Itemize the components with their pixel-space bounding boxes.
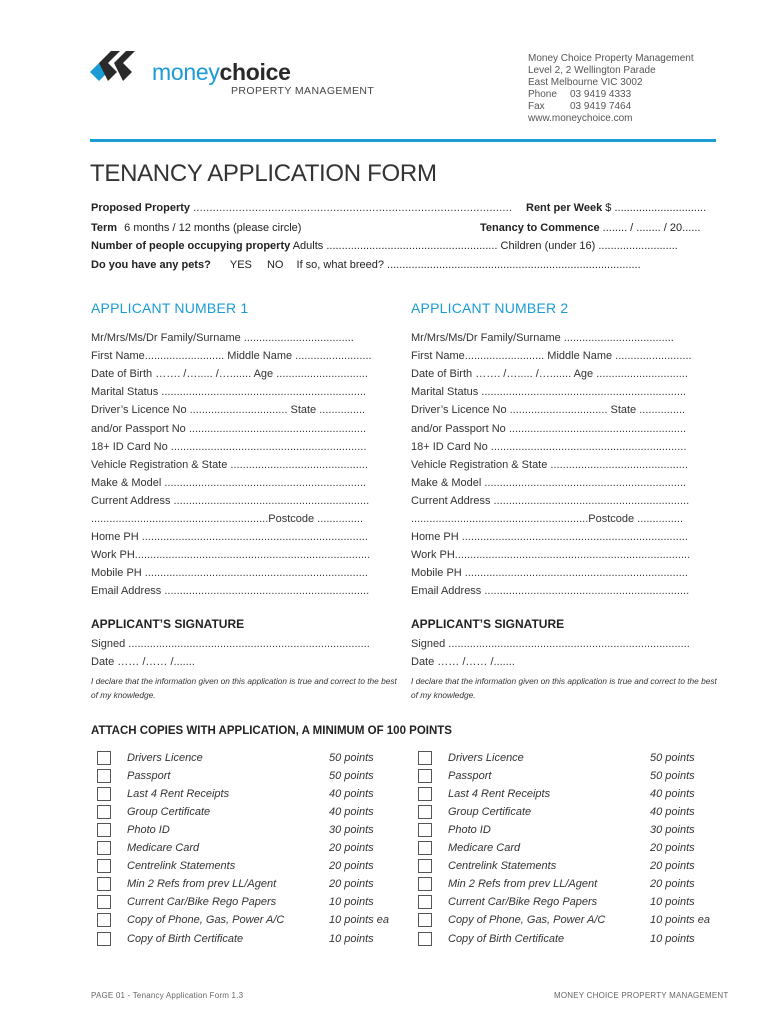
document-name: Medicare Card — [448, 842, 521, 855]
document-name: Group Certificate — [448, 806, 532, 819]
document-item — [418, 877, 718, 893]
document-name: Min 2 Refs from prev LL/Agent — [448, 878, 598, 891]
document-points: 10 points ea — [650, 914, 710, 927]
applicant-2-signature-heading: APPLICANT’S SIGNATURE — [411, 617, 565, 631]
people-label: Number of people occupying property — [91, 240, 291, 252]
document-points: 50 points — [650, 770, 695, 783]
document-checkbox[interactable] — [97, 841, 111, 855]
pets-breed-field[interactable]: If so, what breed? ................................................................................... — [296, 259, 641, 271]
document-points: 40 points — [650, 788, 695, 801]
applicant-1-field[interactable]: Date of Birth ……. /…..... /…....... Age .............................. — [91, 368, 368, 381]
footer-company: MONEY CHOICE PROPERTY MANAGEMENT — [554, 991, 729, 1000]
applicant-1-signature-heading: APPLICANT’S SIGNATURE — [91, 617, 245, 631]
document-name: Centrelink Statements — [448, 860, 557, 873]
document-name: Group Certificate — [127, 806, 211, 819]
footer-page-label: PAGE 01 - Tenancy Application Form 1.3 — [91, 991, 244, 1000]
applicant-1-field[interactable]: Work PH............................................................................. — [91, 549, 371, 562]
document-points: 50 points — [329, 752, 374, 764]
document-item — [97, 859, 397, 875]
applicant-2-field[interactable]: Current Address ................................................................ — [411, 494, 690, 507]
pets-no-option[interactable]: NO — [266, 259, 284, 271]
property-field[interactable]: .................................................................................................. — [193, 202, 513, 214]
document-item — [97, 841, 397, 857]
applicant-1-field[interactable]: ..........................................................Postcode ............... — [91, 513, 364, 525]
applicant-1-field[interactable]: Email Address ................................................................... — [91, 585, 370, 598]
applicant-2-field[interactable]: Driver’s Licence No ................................ State ............... — [411, 404, 686, 417]
document-checkbox[interactable] — [418, 787, 432, 801]
applicant-2-field[interactable]: 18+ ID Card No ................................................................ — [411, 440, 687, 453]
document-name: Copy of Birth Certificate — [127, 932, 244, 945]
document-name: Current Car/Bike Rego Papers — [127, 896, 277, 909]
document-item — [418, 823, 718, 839]
document-name: Current Car/Bike Rego Papers — [448, 896, 598, 909]
document-name: Copy of Phone, Gas, Power A/C — [448, 914, 606, 927]
document-item — [418, 932, 718, 948]
document-points: 20 points — [329, 860, 374, 873]
people-row — [91, 239, 678, 253]
commence-label: Tenancy to Commence — [480, 222, 600, 234]
website[interactable]: www.moneychoice.com — [528, 113, 633, 124]
form-title: TENANCY APPLICATION FORM — [90, 160, 437, 187]
document-checkbox[interactable] — [418, 841, 432, 855]
document-checkbox[interactable] — [418, 877, 432, 891]
document-checkbox[interactable] — [97, 805, 111, 819]
applicant-2-field[interactable]: Make & Model .................................................................. — [411, 476, 687, 489]
document-checkbox[interactable] — [97, 823, 111, 837]
applicant-2-date-field[interactable]: Date …… /…… /....... — [411, 656, 515, 668]
applicant-1-field[interactable]: 18+ ID Card No ................................................................ — [91, 440, 367, 453]
applicant-1-field[interactable]: Marital Status ................................................................... — [91, 386, 367, 399]
document-checkbox[interactable] — [97, 895, 111, 909]
document-checkbox[interactable] — [97, 769, 111, 783]
applicant-2-field[interactable]: Date of Birth ……. /…..... /…....... Age .............................. — [411, 368, 688, 381]
applicant-1-field[interactable]: Home PH .......................................................................... — [91, 531, 368, 544]
document-item — [418, 751, 718, 767]
document-checkbox[interactable] — [418, 913, 432, 927]
document-item — [97, 877, 397, 893]
pets-label: Do you have any pets? — [91, 259, 211, 271]
document-checkbox[interactable] — [97, 859, 111, 873]
document-points: 50 points — [329, 770, 374, 783]
document-name: Copy of Birth Certificate — [448, 932, 565, 945]
company-name: Money Choice Property Management — [528, 53, 694, 64]
applicant-1-field[interactable]: Current Address ................................................................ — [91, 494, 370, 507]
document-checkbox[interactable] — [418, 895, 432, 909]
address-line-1: Level 2, 2 Wellington Parade — [528, 65, 656, 76]
document-checkbox[interactable] — [97, 751, 111, 765]
document-name: Copy of Phone, Gas, Power A/C — [127, 914, 285, 927]
applicant-2-field[interactable]: Email Address ................................................................... — [411, 585, 690, 598]
applicant-1-field[interactable]: Make & Model .................................................................. — [91, 476, 367, 489]
contact-block — [528, 53, 694, 125]
document-name: Drivers Licence — [127, 752, 203, 764]
phone-label: Phone — [528, 89, 557, 100]
applicant-2-field[interactable]: Work PH............................................................................. — [411, 549, 691, 562]
document-checkbox[interactable] — [418, 769, 432, 783]
term-row — [91, 221, 301, 235]
document-points: 10 points ea — [329, 914, 389, 927]
commence-row — [480, 221, 700, 235]
document-item — [418, 787, 718, 803]
children-field[interactable]: Children (under 16) .......................... — [500, 240, 678, 252]
document-item — [97, 805, 397, 821]
applicant-1-field[interactable]: First Name.......................... Middle Name ......................... — [91, 350, 372, 363]
property-label: Proposed Property — [91, 202, 191, 214]
document-points: 10 points — [650, 932, 695, 945]
applicant-2-field[interactable]: and/or Passport No .......................................................... — [411, 422, 687, 435]
document-item — [97, 895, 397, 911]
document-item — [97, 913, 397, 929]
document-checkbox[interactable] — [418, 751, 432, 765]
document-points: 20 points — [650, 878, 695, 891]
document-points: 40 points — [329, 788, 374, 801]
document-checkbox[interactable] — [418, 805, 432, 819]
document-item — [97, 769, 397, 785]
document-item — [418, 805, 718, 821]
header-divider — [90, 139, 716, 142]
applicant-1-declaration: I declare that the information given on this application is true and correct to the best of my knowledge. — [91, 676, 397, 700]
document-points: 30 points — [650, 824, 695, 837]
term-options[interactable]: 6 months / 12 months (please circle) — [124, 222, 302, 234]
document-checkbox[interactable] — [418, 859, 432, 873]
logo-mark-icon — [90, 50, 146, 84]
document-name: Centrelink Statements — [127, 860, 236, 873]
document-name: Passport — [448, 770, 492, 783]
document-name: Last 4 Rent Receipts — [448, 788, 551, 801]
rent-label: Rent per Week — [526, 202, 603, 214]
phone-number: 03 9419 4333 — [570, 89, 632, 100]
document-name: Passport — [127, 770, 171, 783]
pets-row — [91, 258, 641, 272]
applicant-1-field[interactable]: and/or Passport No .......................................................... — [91, 422, 367, 435]
document-checkbox[interactable] — [97, 913, 111, 927]
document-checkbox[interactable] — [418, 932, 432, 946]
document-name: Photo ID — [127, 824, 170, 837]
document-name: Last 4 Rent Receipts — [127, 788, 230, 801]
applicant-2-signed-field[interactable]: Signed ............................................................................... — [411, 638, 690, 650]
applicant-2-field[interactable]: Mobile PH ......................................................................... — [411, 567, 688, 580]
document-item — [97, 823, 397, 839]
commence-field[interactable]: ........ / ........ / 20...... — [602, 222, 701, 234]
document-item — [97, 932, 397, 948]
applicant-2-declaration: I declare that the information given on this application is true and correct to the best of my knowledge. — [411, 676, 717, 700]
rent-field[interactable]: $ .............................. — [605, 202, 707, 214]
fax-number: 03 9419 7464 — [570, 101, 632, 112]
document-points: 50 points — [650, 752, 695, 764]
document-item — [97, 751, 397, 767]
document-points: 20 points — [650, 860, 695, 873]
document-checkbox[interactable] — [97, 932, 111, 946]
document-item — [418, 769, 718, 785]
applicant-1-field[interactable]: Driver’s Licence No ................................ State ............... — [91, 404, 366, 417]
applicant-1-field[interactable]: Mr/Mrs/Ms/Dr Family/Surname .................................... — [91, 332, 354, 344]
brand-subtitle: PROPERTY MANAGEMENT — [231, 85, 375, 97]
document-points: 20 points — [329, 878, 374, 891]
document-item — [418, 859, 718, 875]
applicant-1-date-field[interactable]: Date …… /…… /....... — [91, 656, 195, 668]
document-checkbox[interactable] — [97, 787, 111, 801]
brand-logo — [90, 50, 390, 100]
applicant-2-field[interactable]: Vehicle Registration & State ............................................. — [411, 458, 688, 471]
term-label: Term — [91, 222, 118, 234]
pets-yes-option[interactable]: YES — [229, 259, 252, 271]
applicant-2-field[interactable]: ..........................................................Postcode ............... — [411, 513, 684, 525]
document-checkbox[interactable] — [418, 823, 432, 837]
document-name: Min 2 Refs from prev LL/Agent — [127, 878, 277, 891]
attach-heading: ATTACH COPIES WITH APPLICATION, A MINIMUM OF 100 POINTS — [91, 725, 452, 737]
document-item — [97, 787, 397, 803]
document-item — [418, 895, 718, 911]
document-item — [418, 841, 718, 857]
applicant-1-heading: APPLICANT NUMBER 1 — [91, 300, 249, 316]
fax-label: Fax — [528, 101, 545, 112]
document-points: 40 points — [650, 806, 695, 819]
applicant-1-signed-field[interactable]: Signed ............................................................................... — [91, 638, 370, 650]
applicant-2-field[interactable]: Home PH .......................................................................... — [411, 531, 688, 544]
document-name: Medicare Card — [127, 842, 200, 855]
document-points: 10 points — [329, 896, 374, 909]
applicant-2-field[interactable]: Mr/Mrs/Ms/Dr Family/Surname .................................... — [411, 332, 674, 344]
brand-name: moneychoice — [152, 59, 291, 85]
document-points: 10 points — [650, 896, 695, 909]
document-points: 30 points — [329, 824, 374, 837]
document-points: 20 points — [650, 842, 695, 855]
document-points: 40 points — [329, 806, 374, 819]
document-item — [418, 913, 718, 929]
document-points: 10 points — [329, 932, 374, 945]
document-name: Photo ID — [448, 824, 491, 837]
rent-row — [526, 201, 706, 215]
applicant-1-field[interactable]: Mobile PH ......................................................................... — [91, 567, 368, 580]
document-name: Drivers Licence — [448, 752, 524, 764]
adults-field[interactable]: Adults ........................................................ — [292, 240, 498, 252]
applicant-2-heading: APPLICANT NUMBER 2 — [411, 300, 569, 316]
applicant-2-field[interactable]: Marital Status ................................................................... — [411, 386, 687, 399]
address-line-2: East Melbourne VIC 3002 — [528, 77, 643, 88]
applicant-2-field[interactable]: First Name.......................... Middle Name ......................... — [411, 350, 692, 363]
applicant-1-field[interactable]: Vehicle Registration & State ............................................. — [91, 458, 368, 471]
document-checkbox[interactable] — [97, 877, 111, 891]
document-points: 20 points — [329, 842, 374, 855]
